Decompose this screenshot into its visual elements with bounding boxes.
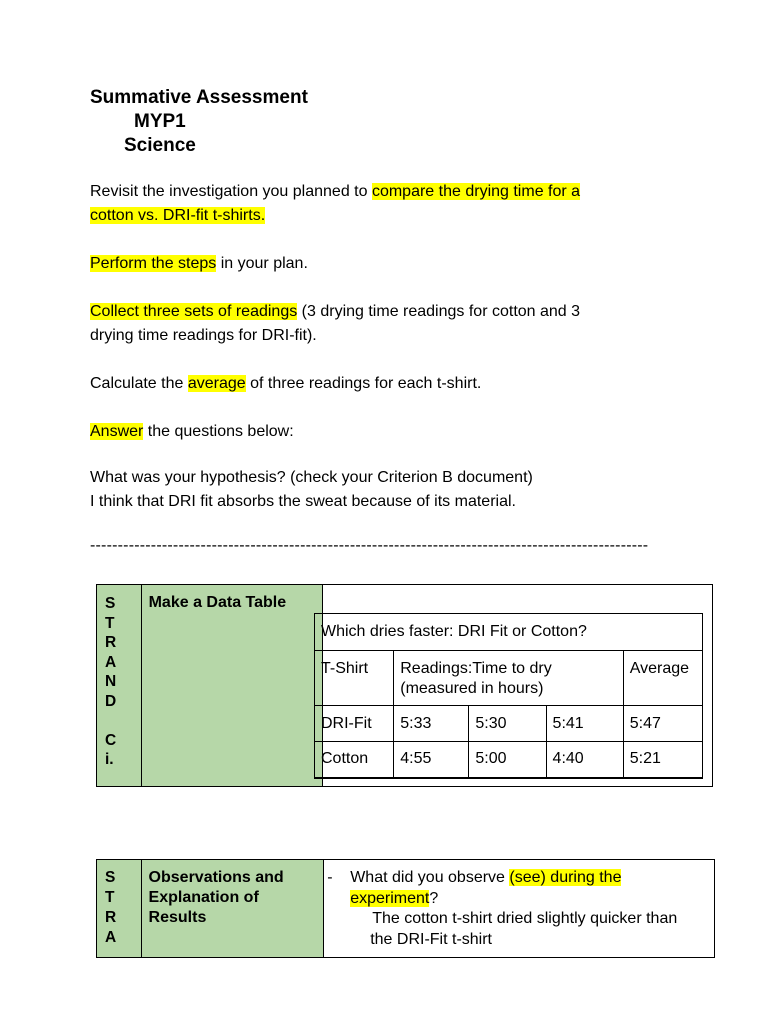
- reading-cell: 4:55: [394, 742, 469, 778]
- strand-heading: Make a Data Table: [148, 594, 287, 611]
- dashed-separator: -----------------------------------------------------------------------------------------------------: [90, 537, 649, 554]
- strand-label: [97, 860, 142, 958]
- strand-letter: S: [105, 595, 116, 612]
- strand-letter: T: [105, 889, 115, 906]
- strand-letter: i.: [105, 751, 114, 768]
- question-text: What did you observe: [350, 869, 510, 886]
- column-header-tshirt: T-Shirt: [315, 651, 394, 706]
- answer-line: The cotton t-shirt dried slightly quicker than: [372, 910, 678, 927]
- instruction-revisit: [90, 180, 580, 228]
- highlighted-text: cotton vs. DRI-fit t-shirts.: [90, 207, 266, 224]
- instruction-text: drying time readings for DRI-fit).: [90, 327, 317, 344]
- readings-header-line: Readings:Time to dry: [400, 660, 552, 677]
- highlighted-text: (see) during the: [509, 869, 622, 886]
- drying-data-table: [314, 613, 703, 779]
- strand-heading: Explanation of: [148, 889, 259, 906]
- column-header-readings: [394, 651, 624, 706]
- answer-line: the DRI-Fit t-shirt: [370, 930, 492, 948]
- strand-heading-cell: [141, 860, 324, 958]
- instruction-text: in your plan.: [216, 255, 308, 272]
- table-row: [315, 706, 703, 742]
- instruction-text: of three readings for each t-shirt.: [245, 375, 482, 392]
- highlighted-text: compare the drying time for a: [371, 183, 581, 200]
- strand-letter: R: [105, 634, 117, 651]
- tshirt-cell: Cotton: [315, 742, 394, 778]
- instruction-calculate: [90, 372, 481, 396]
- strand-observations-table: [96, 859, 715, 958]
- page-title: Summative Assessment: [90, 87, 308, 108]
- strand-letter: S: [105, 869, 116, 886]
- instruction-answer: [90, 420, 294, 444]
- strand-label: [97, 585, 142, 787]
- question-text: ?: [429, 889, 439, 907]
- instruction-text: (3 drying time readings for cotton and 3: [297, 303, 581, 320]
- page-subtitle: MYP1: [134, 111, 186, 132]
- reading-cell: 5:00: [469, 742, 546, 778]
- highlighted-text: Answer: [90, 423, 144, 440]
- average-cell: 5:21: [623, 742, 702, 778]
- average-cell: 5:47: [623, 706, 702, 742]
- instruction-perform: [90, 252, 308, 276]
- reading-cell: 5:41: [546, 706, 623, 742]
- instruction-text: the questions below:: [143, 423, 294, 440]
- highlighted-text: experiment: [350, 889, 430, 907]
- strand-letter: T: [105, 614, 115, 632]
- column-header-average: Average: [623, 651, 702, 706]
- strand-letter: A: [105, 929, 117, 946]
- table-row: [315, 742, 703, 778]
- tshirt-cell: DRI-Fit: [315, 706, 394, 742]
- instruction-text: Revisit the investigation you planned to: [90, 183, 372, 200]
- strand-letter: A: [105, 653, 117, 671]
- strand-spacer: [105, 711, 141, 731]
- strand-heading: Results: [148, 909, 207, 926]
- instruction-text: Calculate the: [90, 375, 188, 392]
- reading-cell: 5:30: [469, 706, 546, 742]
- hypothesis-answer: I think that DRI fit absorbs the sweat because of its material.: [90, 493, 516, 510]
- subject-title: Science: [124, 135, 196, 156]
- table-caption: Which dries faster: DRI Fit or Cotton?: [315, 614, 703, 651]
- reading-cell: 5:33: [394, 706, 469, 742]
- strand-heading: Observations and: [148, 869, 284, 886]
- strand-letter: N: [105, 673, 117, 690]
- highlighted-text: Collect three sets of readings: [90, 303, 298, 320]
- instruction-collect: [90, 300, 580, 348]
- hypothesis-question: What was your hypothesis? (check your Criterion B document): [90, 469, 533, 486]
- reading-cell: 4:40: [546, 742, 623, 778]
- bullet-dash: -: [327, 869, 333, 886]
- strand-letter: R: [105, 909, 117, 926]
- readings-header-line: (measured in hours): [400, 680, 544, 697]
- highlighted-text: average: [187, 375, 246, 392]
- highlighted-text: Perform the steps: [90, 255, 217, 272]
- strand-heading-cell: [141, 585, 323, 787]
- strand-letter: D: [105, 692, 117, 710]
- observation-cell: [324, 860, 715, 958]
- observation-question: [350, 868, 621, 909]
- strand-letter: C: [105, 731, 117, 749]
- observation-answer: [372, 909, 677, 950]
